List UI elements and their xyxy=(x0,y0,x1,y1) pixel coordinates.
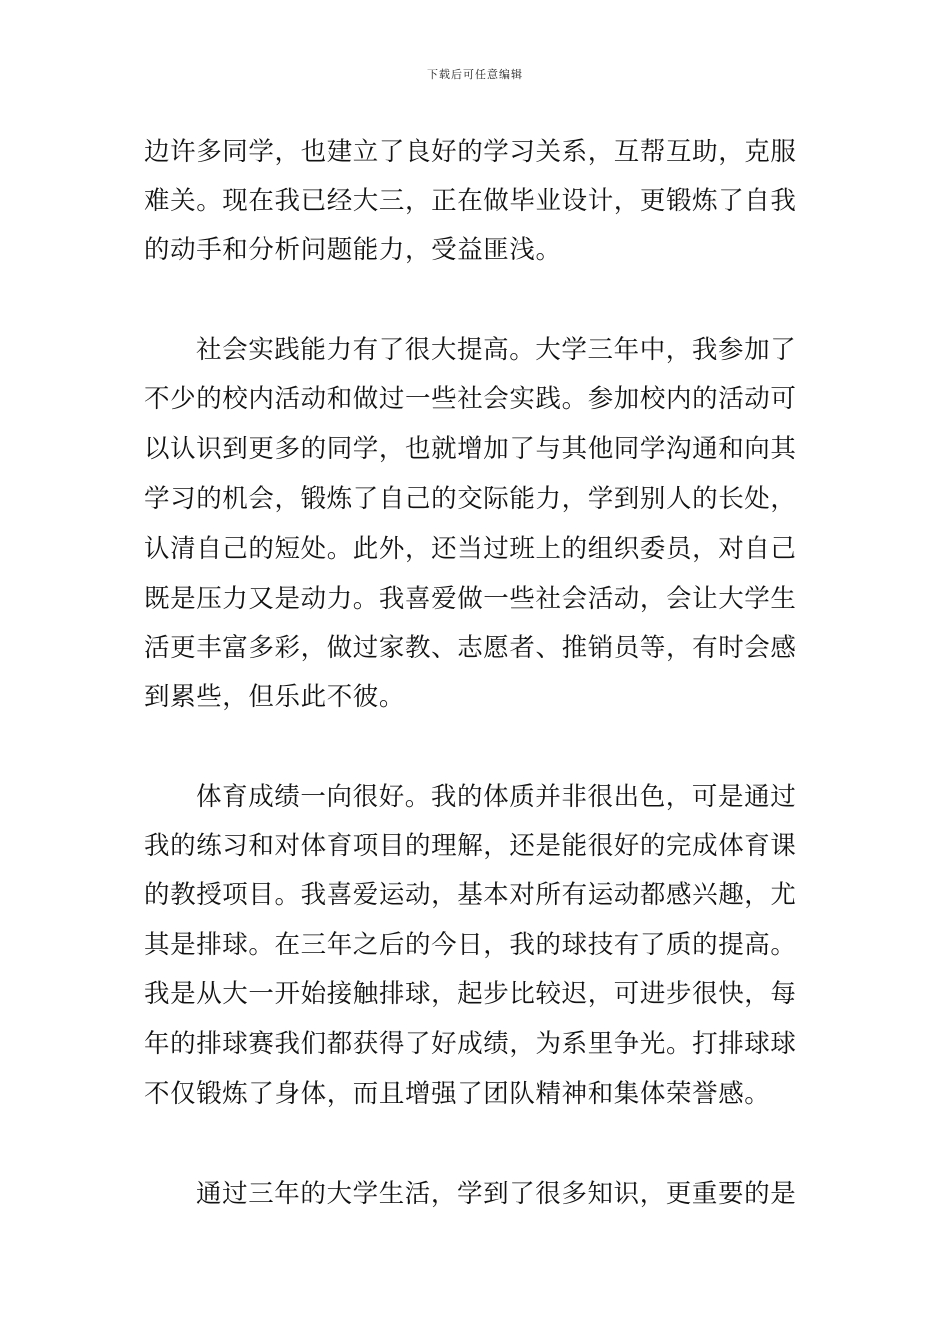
paragraph-line: 活更丰富多彩，做过家教、志愿者、推销员等，有时会感 xyxy=(144,633,797,663)
paragraph-line: 难关。现在我已经大三，正在做毕业设计，更锻炼了自我 xyxy=(144,186,797,216)
header-note: 下载后可任意编辑 xyxy=(427,68,523,81)
paragraph-line: 年的排球赛我们都获得了好成绩，为系里争光。打排球球 xyxy=(144,1029,797,1059)
paragraph-line: 的动手和分析问题能力，受益匪浅。 xyxy=(144,235,562,265)
paragraph-line: 到累些，但乐此不彼。 xyxy=(144,682,406,712)
paragraph-line: 通过三年的大学生活，学到了很多知识，更重要的是 xyxy=(196,1179,797,1209)
paragraph-line: 社会实践能力有了很大提高。大学三年中，我参加了 xyxy=(196,335,797,365)
paragraph-line: 既是压力又是动力。我喜爱做一些社会活动，会让大学生 xyxy=(144,584,797,614)
paragraph-line: 认清自己的短处。此外，还当过班上的组织委员，对自己 xyxy=(144,534,797,564)
paragraph-line: 我的练习和对体育项目的理解，还是能很好的完成体育课 xyxy=(144,831,797,861)
paragraph-line: 不少的校内活动和做过一些社会实践。参加校内的活动可 xyxy=(144,384,797,414)
paragraph-line: 其是排球。在三年之后的今日，我的球技有了质的提高。 xyxy=(144,930,797,960)
paragraph-line: 边许多同学，也建立了良好的学习关系，互帮互助，克服 xyxy=(144,137,797,167)
paragraph-line: 学习的机会，锻炼了自己的交际能力，学到别人的长处， xyxy=(144,484,797,514)
paragraph-line: 体育成绩一向很好。我的体质并非很出色，可是通过 xyxy=(196,782,797,812)
paragraph-line: 的教授项目。我喜爱运动，基本对所有运动都感兴趣，尤 xyxy=(144,880,797,910)
paragraph-line: 不仅锻炼了身体，而且增强了团队精神和集体荣誉感。 xyxy=(144,1079,771,1109)
paragraph-line: 以认识到更多的同学，也就增加了与其他同学沟通和向其 xyxy=(144,434,797,464)
paragraph-line: 我是从大一开始接触排球，起步比较迟，可进步很快，每 xyxy=(144,979,797,1009)
